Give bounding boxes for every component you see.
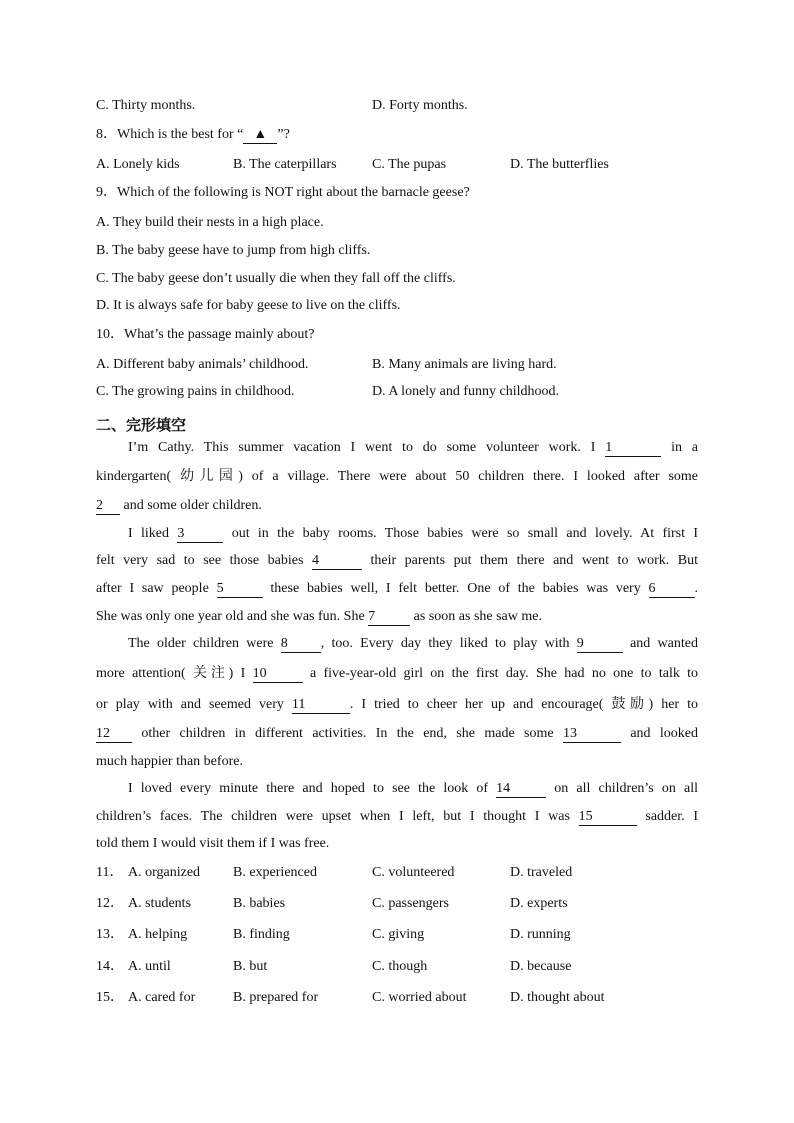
q7-option-c: C. Thirty months. bbox=[96, 98, 196, 113]
passage-line-9 bbox=[96, 664, 698, 683]
choice-12-option-b: B. babies bbox=[233, 896, 286, 911]
text-segment: much happier than before. bbox=[96, 754, 243, 769]
choice-13-number: 13． bbox=[96, 927, 124, 942]
passage-line-13 bbox=[96, 780, 698, 798]
choice-11-option-a: A. organized bbox=[128, 865, 201, 880]
blank-11: 11 bbox=[292, 697, 350, 714]
q10-option-b: B. Many animals are living hard. bbox=[372, 357, 557, 372]
choice-13-option-c: C. giving bbox=[372, 927, 425, 942]
choice-15-number: 15． bbox=[96, 990, 124, 1005]
q10-stem: 10．What’s the passage mainly about? bbox=[96, 327, 315, 342]
q8-option-b: B. The caterpillars bbox=[233, 157, 337, 172]
text-segment: more attention( bbox=[96, 666, 186, 681]
blank-5: 5 bbox=[217, 581, 263, 598]
passage-line-2 bbox=[96, 467, 698, 486]
blank-7: 7 bbox=[368, 609, 410, 626]
passage-line-7 bbox=[96, 608, 698, 626]
text-segment: . bbox=[694, 581, 698, 596]
passage-line-5 bbox=[96, 552, 698, 570]
q8-stem bbox=[96, 126, 290, 144]
passage-line-12 bbox=[96, 753, 698, 771]
passage-line-4 bbox=[96, 525, 698, 543]
blank-4: 4 bbox=[312, 553, 362, 570]
text-segment: these babies well, I felt better. One of the babies was very bbox=[270, 581, 641, 596]
choice-11-option-d: D. traveled bbox=[510, 865, 573, 880]
q9-option-a: A. They build their nests in a high place. bbox=[96, 215, 324, 230]
text-segment: children’s faces. The children were upset when I left, but I thought I was bbox=[96, 809, 570, 824]
choice-12-number: 12． bbox=[96, 896, 124, 911]
text-segment: I loved every minute there and hoped to see the look of bbox=[128, 781, 489, 796]
choice-11-option-b: B. experienced bbox=[233, 865, 317, 880]
text-segment-chinese: 幼儿园 bbox=[180, 468, 239, 484]
passage-line-1 bbox=[96, 439, 698, 457]
choice-13-option-d: D. running bbox=[510, 927, 571, 942]
blank-12: 12 bbox=[96, 726, 132, 743]
text-segment: as soon as she saw me. bbox=[413, 609, 542, 624]
q10-option-d: D. A lonely and funny childhood. bbox=[372, 384, 560, 399]
q8-blank: ▲ bbox=[243, 127, 277, 144]
blank-6: 6 bbox=[649, 581, 695, 598]
blank-9: 9 bbox=[577, 636, 623, 653]
text-segment: or play with and seemed very bbox=[96, 697, 284, 712]
text-segment: ) of a village. There were about 50 children there. I looked after some bbox=[238, 469, 699, 484]
text-segment: on all children’s on all bbox=[554, 781, 699, 796]
passage-line-10 bbox=[96, 695, 698, 714]
section-heading-cloze: 二、完形填空 bbox=[96, 416, 187, 434]
text-segment: and looked bbox=[630, 726, 699, 741]
text-segment: felt very sad to see those babies bbox=[96, 553, 304, 568]
blank-1: 1 bbox=[605, 440, 661, 457]
choice-14-option-d: D. because bbox=[510, 959, 572, 974]
text-segment: sadder. I bbox=[645, 809, 699, 824]
text-segment-chinese: 关注 bbox=[193, 665, 229, 681]
choice-13-option-b: B. finding bbox=[233, 927, 290, 942]
text-segment: other children in different activities. In the end, she made some bbox=[141, 726, 554, 741]
q8-option-c: C. The pupas bbox=[372, 157, 447, 172]
choice-11-option-c: C. volunteered bbox=[372, 865, 455, 880]
q9-option-b: B. The baby geese have to jump from high cliffs. bbox=[96, 243, 371, 258]
text-segment: ) her to bbox=[648, 697, 699, 712]
blank-13: 13 bbox=[563, 726, 621, 743]
q8-option-a: A. Lonely kids bbox=[96, 157, 180, 172]
text-segment: I’m Cathy. This summer vacation I went to do some volunteer work. I bbox=[128, 440, 596, 455]
passage-line-3 bbox=[96, 497, 698, 515]
q8-option-d: D. The butterflies bbox=[510, 157, 609, 172]
choice-15-option-b: B. prepared for bbox=[233, 990, 319, 1005]
text-segment: I liked bbox=[128, 526, 169, 541]
passage-line-14 bbox=[96, 808, 698, 826]
text-segment: , too. Every day they liked to play with bbox=[320, 636, 570, 651]
text-segment: in a bbox=[671, 440, 699, 455]
text-segment: a five-year-old girl on the first day. She had no one to talk to bbox=[309, 666, 699, 681]
passage-line-15 bbox=[96, 835, 698, 853]
passage-line-8 bbox=[96, 635, 698, 653]
text-segment: ) I bbox=[228, 666, 246, 681]
text-segment: out in the baby rooms. Those babies were so small and lovely. At first I bbox=[231, 526, 699, 541]
choice-14-number: 14． bbox=[96, 959, 124, 974]
choice-15-option-c: C. worried about bbox=[372, 990, 467, 1005]
text-segment: The older children were bbox=[128, 636, 274, 651]
choice-14-option-a: A. until bbox=[128, 959, 171, 974]
blank-3: 3 bbox=[177, 526, 223, 543]
passage-line-6 bbox=[96, 580, 698, 598]
text-segment: kindergarten( bbox=[96, 469, 172, 484]
text-segment: . I tried to cheer her up and encourage( bbox=[349, 697, 604, 712]
blank-10: 10 bbox=[253, 666, 303, 683]
text-segment-chinese: 鼓励 bbox=[611, 696, 649, 712]
q8-stem-pre: 8．Which is the best for “ bbox=[96, 127, 244, 142]
choice-11-number: 11． bbox=[96, 865, 124, 880]
choice-15-option-a: A. cared for bbox=[128, 990, 196, 1005]
blank-2: 2 bbox=[96, 498, 120, 515]
text-segment: told them I would visit them if I was free. bbox=[96, 836, 330, 851]
q9-stem: 9．Which of the following is NOT right about the barnacle geese? bbox=[96, 185, 470, 200]
q10-option-c: C. The growing pains in childhood. bbox=[96, 384, 295, 399]
choice-12-option-c: C. passengers bbox=[372, 896, 449, 911]
q9-option-d: D. It is always safe for baby geese to live on the cliffs. bbox=[96, 298, 401, 313]
choice-12-option-d: D. experts bbox=[510, 896, 568, 911]
choice-15-option-d: D. thought about bbox=[510, 990, 605, 1005]
q7-option-d: D. Forty months. bbox=[372, 98, 468, 113]
passage-line-11 bbox=[96, 725, 698, 743]
choice-12-option-a: A. students bbox=[128, 896, 191, 911]
q10-option-a: A. Different baby animals’ childhood. bbox=[96, 357, 309, 372]
text-segment: She was only one year old and she was fun. She bbox=[96, 609, 365, 624]
choice-13-option-a: A. helping bbox=[128, 927, 188, 942]
q8-stem-post: ”? bbox=[277, 127, 290, 142]
choice-14-option-c: C. though bbox=[372, 959, 428, 974]
text-segment: and some older children. bbox=[123, 498, 262, 513]
text-segment: their parents put them there and went to work. But bbox=[370, 553, 699, 568]
choice-14-option-b: B. but bbox=[233, 959, 268, 974]
text-segment: and wanted bbox=[630, 636, 698, 651]
text-segment: after I saw people bbox=[96, 581, 209, 596]
blank-14: 14 bbox=[496, 781, 546, 798]
blank-8: 8 bbox=[281, 636, 321, 653]
q9-option-c: C. The baby geese don’t usually die when they fall off the cliffs. bbox=[96, 271, 456, 286]
blank-15: 15 bbox=[579, 809, 637, 826]
